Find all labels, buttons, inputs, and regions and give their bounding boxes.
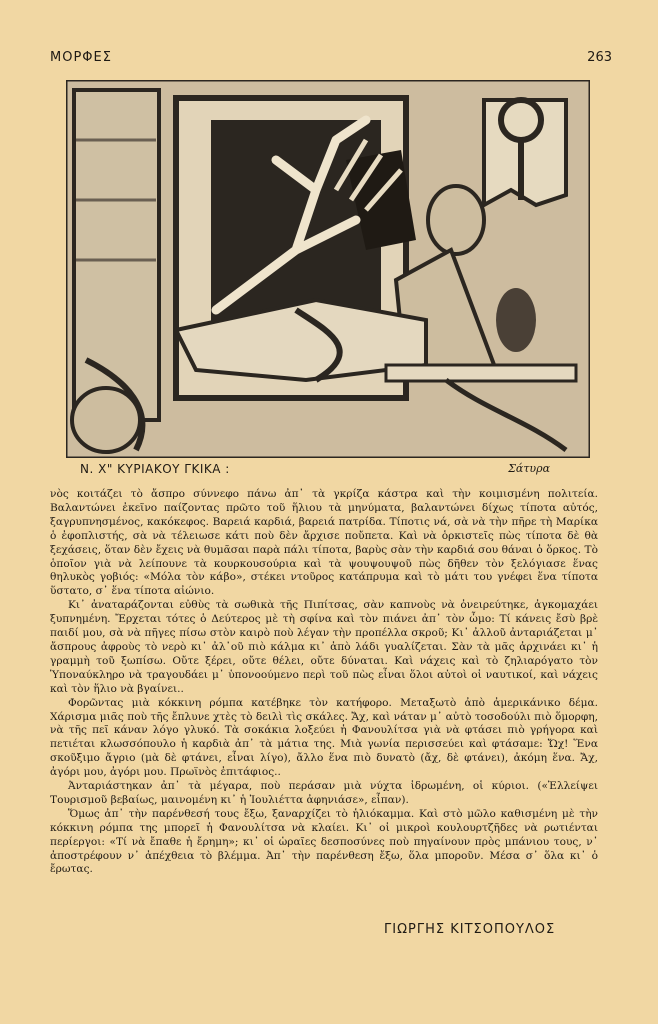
artwork-illustration	[66, 80, 590, 458]
journal-title: ΜΟΡΦΕΣ	[50, 50, 112, 65]
paragraph: Φορῶντας μιὰ κόκκινη ρόμπα κατέβηκε τὸν κατήφορο. Μεταξωτὸ ἀπὸ ἀμερικάνικο δέμα. Χάρισμα μιᾶς ποὺ τῆς ἔπλυνε χτὲς τὸ δειλὶ τὶς σκάλες. Ἄχ, καὶ νάταν μ᾽ αὐτὸ τοσοδούλι πιὸ ὅμορφη, νὰ τῆς πεῖ κάναν λόγο γλυκό. Τὰ σοκάκια λοξεύει ἡ Φανουλίτσα γιὰ νὰ φτάσει πιὸ γρήγορα καὶ πετιέται κλωσσόπουλο ἡ καρδιὰ ἀπ᾽ τὰ μάτια της. Μιὰ γωνία περισσεύει καὶ φτάσαμε: Ὤχ! Ἕνα σκοῦξιμο ἄγριο (μὰ δὲ φτάνει, εἶναι λίγο), ἄλλο ἕνα πιὸ δυνατὸ (ἄχ, δὲ φτάνει), ἀκόμη ἕνα. Ἄχ, ἀγόρι μου, ἀγόρι μου. Πρωϊνὸς ἐπιτάφιος..	[50, 696, 598, 779]
artwork-title: Σάτυρα	[508, 462, 550, 475]
satyr-artwork	[66, 80, 590, 458]
page-header	[50, 50, 612, 70]
page-number: 263	[587, 50, 612, 65]
artist-name: Ν. Χ" ΚΥΡΙΑΚΟΥ ΓΚΙΚΑ :	[80, 462, 230, 476]
paragraph: νὸς κοιτάζει τὸ ἄσπρο σύννεφο πάνω ἀπ᾽ τὰ γκρίζα κάστρα καὶ τὴν κοιμισμένη πολιτεία. Βαλαντώνει ἐκεῖνο παίζοντας πρῶτο τοῦ ἥλιου τὰ μηνύματα, βαλαντώνει δίχως τίποτα αὐτός, ξαγρυπνησμένος, κακόκεφος. Βαρειά καρδιά, βαρειά πατρίδα. Τίποτις νά, σὰ νὰ τὴν πῆρε τὴ Μαρίκα ὁ ἐφοπλιστής, σὰ νὰ τέλειωσε κάτι ποὺ δὲν ἄρχισε ποὔπετα. Καὶ νὰ ὁρκιστεῖς πὼς τίποτα δὲ θὰ ξεχάσεις, ὅταν δὲν ἔχεις νὰ θυμᾶσαι παρὰ πάλι τίποτα, βαρὺς σὰν τὴν καρδιά σου θάναι ὁ ὅρκος. Τὸ ὁποῖον γιὰ νὰ λείπουνε τὰ κουρκουσούρια καὶ τὰ ψουψουψοῦ πὼς δῆθεν τὸν ξελόγιασε ἕνας θηλυκὸς γοβιός: «Μόλα τὸν κάβο», στέκει ντοῦρος κατάπρυμα καὶ τὸ μάτι του γνέφει ἕνα τίποτα ὕστατο, σ᾽ ἕνα τίποτα αἰώνιο.	[50, 488, 598, 598]
figure-caption	[66, 462, 590, 480]
paragraph: Ἀνταριάστηκαν ἀπ᾽ τὰ μέγαρα, ποὺ περάσαν μιὰ νύχτα ἱδρωμένη, οἱ κύριοι. («Ἐλλείψει Τουρισμοῦ βεβαίως, μαινομένη κι᾽ ἡ Ἰουλιέττα ἀφηνιάσε», εἶπαν).	[50, 780, 598, 806]
paragraph: Κι᾽ ἀναταράζονται εὐθὺς τὰ σωθικὰ τῆς Πιπίτσας, σὰν καπνοὺς νὰ ὀνειρεύτηκε, ἀγκομαχάει ξυπνημένη. Ἔρχεται τότες ὁ Δεύτερος μὲ τὴ σφίνα καὶ τὸν πιάνει ἀπ᾽ τὸν ὦμο: Τί κάνεις ἔσὺ βρὲ παιδί μου, σὰ νὰ πῆγες πίσω στὸν καιρὸ ποὺ λέγαν τὴν προπέλλα σκροῦ; Κι᾽ ἀλλοῦ ἀνταριάζεται μ᾽ ἄσπρους ἀφροὺς τὸ νερὸ κι᾽ ἀλ᾽οῦ πιὸ κάλμα κι᾽ ἀπὸ λάδι γυαλίζεται. Σὰν τὰ μᾶς ἀρχινάει κι᾽ ἡ γραμμὴ τοῦ ξωπίσω. Οὔτε ξέρει, οὔτε θέλει, οὔτε δύναται. Καὶ νάχεις καὶ τὸ ζηλιαρόγατο τὸν Ὑποναύκληρο νὰ τραγουδάει μ᾽ ὑπονοούμενο περὶ τοῦ πὼς εἶναι ὅλοι αὐτοὶ οἱ ναυτικοί, καὶ νάχεις καὶ τὸν ἥλιο νὰ βγαίνει..	[50, 599, 598, 695]
author-name: ΓΙΩΡΓΗΣ ΚΙΤΣΟΠΟΥΛΟΣ	[384, 922, 556, 937]
paragraph: Ὅμως ἀπ᾽ τὴν παρένθεσή τους ἔξω, ξαναρχίζει τὸ ἡλιόκαμμα. Καὶ στὸ μῶλο καθισμένη μὲ τὴν κόκκινη ρόμπα της μπορεῖ ἡ Φανουλίτσα νὰ κλαίει. Κι᾽ οἱ μικροὶ κουλουρτζῆδες νὰ ρωτιένται περίεργοι: «Τί νὰ ἔπαθε ἡ ἔρημη»; κι᾽ οἱ ὡραῖες δεσποσύνες ποὺ πηγαίνουν πρὸς μπάνιου τους, ν᾽ ἀποστρέφουν ν᾽ ἀπέχθεια τὸ βλέμμα. Ἀπ᾽ τὴν παρένθεση ἔξω, ὅλα μποροῦν. Μέσα σ᾽ ὅλα κι᾽ ὁ ἔρωτας.	[50, 807, 598, 876]
article-body	[50, 488, 598, 877]
